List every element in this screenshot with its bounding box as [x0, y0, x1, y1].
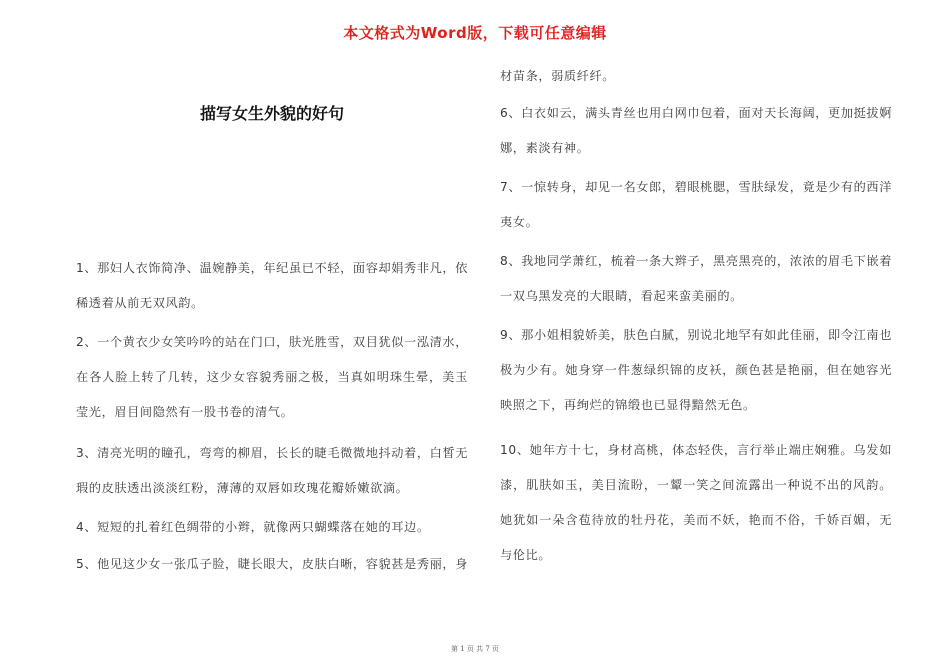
page-number: 第 1 页 共 7 页: [450, 645, 500, 653]
paragraph-5-continued: 材苗条，弱质纤纤。: [500, 69, 616, 83]
paragraph-1: 1、那妇人衣饰简净、温婉静美，年纪虽已不轻，面容却娟秀非凡，依稀透着从前无双风韵。: [76, 261, 468, 310]
paragraph-3: 3、清亮光明的瞳孔，弯弯的柳眉，长长的睫毛微微地抖动着，白皙无瑕的皮肤透出淡淡红粉，薄薄的双唇如玫瑰花瓣娇嫩欲滴。: [76, 446, 468, 495]
paragraph-2: 2、一个黄衣少女笑吟吟的站在门口，肤光胜雪，双目犹似一泓清水，在各人脸上转了几转，这少女容貌秀丽之极，当真如明珠生晕，美玉莹光，眉目间隐然有一股书卷的清气。: [76, 335, 468, 419]
paragraph-8: 8、我地同学萧红，梳着一条大辫子，黑亮黑亮的，浓浓的眉毛下嵌着一双乌黑发亮的大眼睛，看起来蛮美丽的。: [500, 254, 892, 303]
paragraph-5-start: 5、他见这少女一张瓜子脸，睫长眼大，皮肤白晰，容貌甚是秀丽，身: [76, 557, 468, 571]
paragraph-4: 4、短短的扎着红色绸带的小辫，就像两只蝴蝶落在她的耳边。: [76, 520, 430, 534]
paragraph-10: 10、她年方十七，身材高桃，体态轻佚，言行举止端庄娴雅。乌发如漆，肌肤如玉，美目流盼，一颦一笑之间流露出一种说不出的风韵。她犹如一朵含苞待放的牡丹花，美而不妖，艳而不俗，千娇百媚，无与伦比。: [500, 443, 892, 562]
document-title: 描写女生外貌的好句: [199, 104, 344, 123]
word-format-banner: 本文格式为Word版，下载可任意编辑: [343, 24, 607, 42]
paragraph-7: 7、一惊转身，却见一名女郎，碧眼桃腮，雪肤绿发，竟是少有的西洋夷女。: [500, 180, 892, 229]
paragraph-9: 9、那小姐相貌娇美，肤色白腻，别说北地罕有如此佳丽，即令江南也极为少有。她身穿一件葱绿织锦的皮袄，颜色甚是艳丽，但在她容光映照之下，再绚烂的锦缎也已显得黯然无色。: [500, 328, 892, 412]
paragraph-6: 6、白衣如云，满头青丝也用白网巾包着，面对天长海阔，更加挺拔婀娜，素淡有神。: [500, 106, 892, 155]
